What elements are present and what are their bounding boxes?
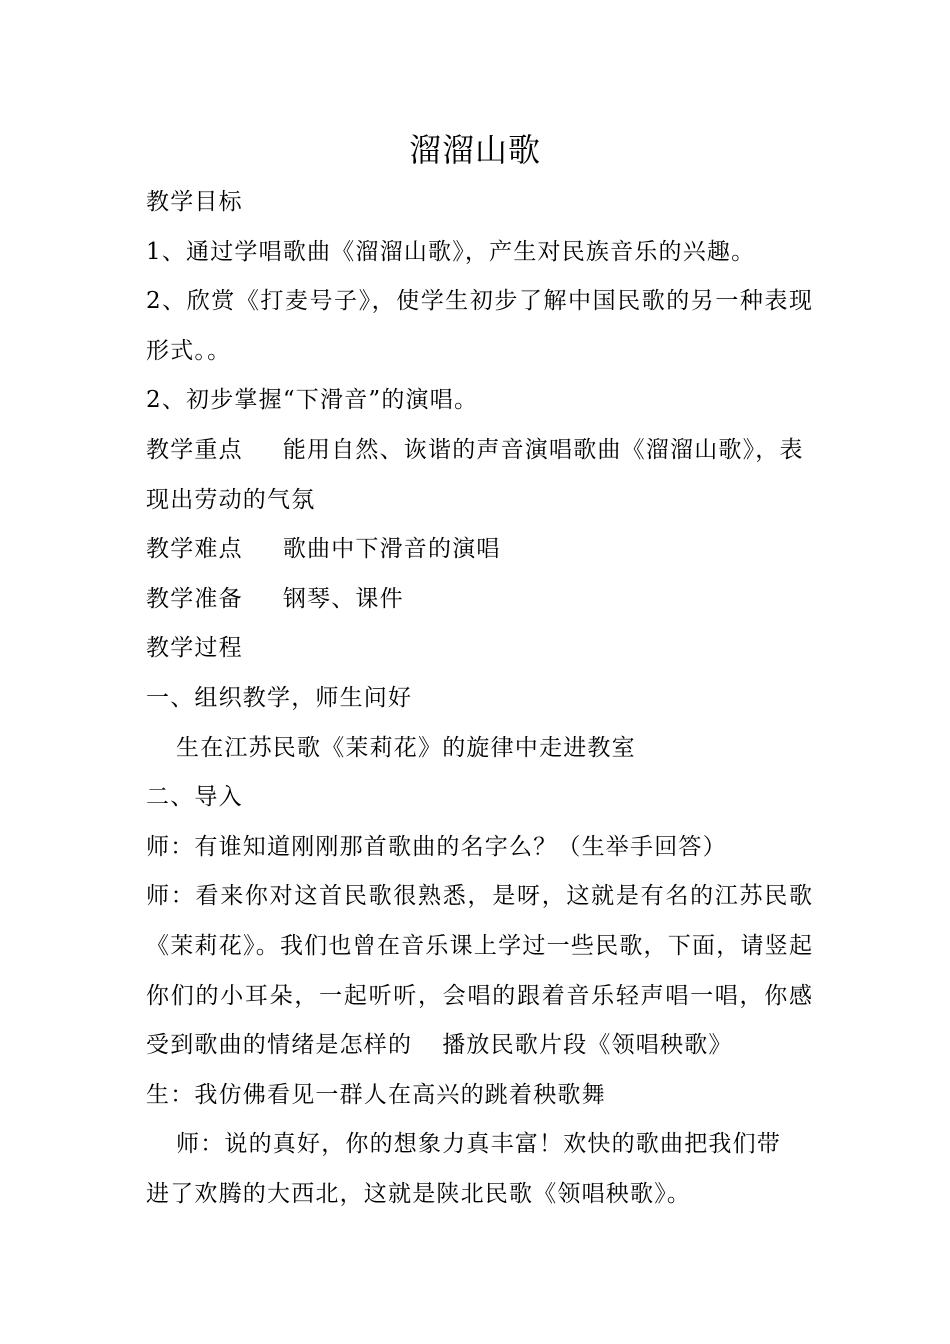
key-point-line: [146, 426, 812, 476]
paragraph-line: 师：看来你对这首民歌很熟悉，是呀，这就是有名的江苏民歌: [146, 883, 812, 910]
section-heading: 二、导入: [146, 784, 243, 811]
difficulty-text: 歌曲中下滑音的演唱: [282, 536, 501, 563]
paragraph-line: 2、初步掌握“下滑音”的演唱。: [146, 387, 479, 414]
preparation-line: [146, 575, 812, 625]
paragraph-line: 师：有谁知道刚刚那首歌曲的名字么？（生举手回答）: [146, 833, 727, 860]
preparation-label: 教学准备: [146, 585, 243, 612]
document-title: 溜溜山歌: [408, 131, 541, 169]
document-body: [146, 178, 812, 1219]
paragraph-line: 生：我仿佛看见一群人在高兴的跳着秧歌舞: [146, 1081, 606, 1108]
paragraph-line: 你们的小耳朵，一起听听，会唱的跟着音乐轻声唱一唱，你感: [146, 982, 812, 1009]
paragraph-line: 现出劳动的气氛: [146, 486, 316, 513]
section-heading: 教学目标: [146, 189, 243, 215]
section-heading: 教学过程: [146, 635, 243, 662]
key-point-label: 教学重点: [146, 436, 243, 463]
paragraph-text: 受到歌曲的情绪是怎样的: [146, 1032, 413, 1059]
section-heading: 一、组织教学，师生问好: [146, 684, 413, 711]
paragraph-line: [146, 1021, 812, 1071]
preparation-text: 钢琴、课件: [282, 585, 404, 612]
difficulty-label: 教学难点: [146, 536, 243, 563]
key-point-text: 能用自然、诙谐的声音演唱歌曲《溜溜山歌》，表: [282, 436, 804, 463]
paragraph-line: 师：说的真好，你的想象力真丰富！欢快的歌曲把我们带: [176, 1131, 781, 1158]
paragraph-line: 2、欣赏《打麦号子》，使学生初步了解中国民歌的另一种表现: [146, 288, 812, 315]
difficulty-line: [146, 525, 812, 575]
paragraph-line: 生在江苏民歌《茉莉花》的旋律中走进教室: [176, 734, 636, 761]
paragraph-line: 进了欢腾的大西北，这就是陕北民歌《领唱秧歌》。: [146, 1180, 692, 1207]
paragraph-line: 形式。。: [146, 337, 232, 364]
paragraph-line: 《茉莉花》。我们也曾在音乐课上学过一些民歌，下面，请竖起: [146, 932, 812, 959]
paragraph-text: 播放民歌片段《领唱秧歌》: [442, 1032, 733, 1059]
paragraph-line: 1、通过学唱歌曲《溜溜山歌》，产生对民族音乐的兴趣。: [146, 238, 756, 265]
